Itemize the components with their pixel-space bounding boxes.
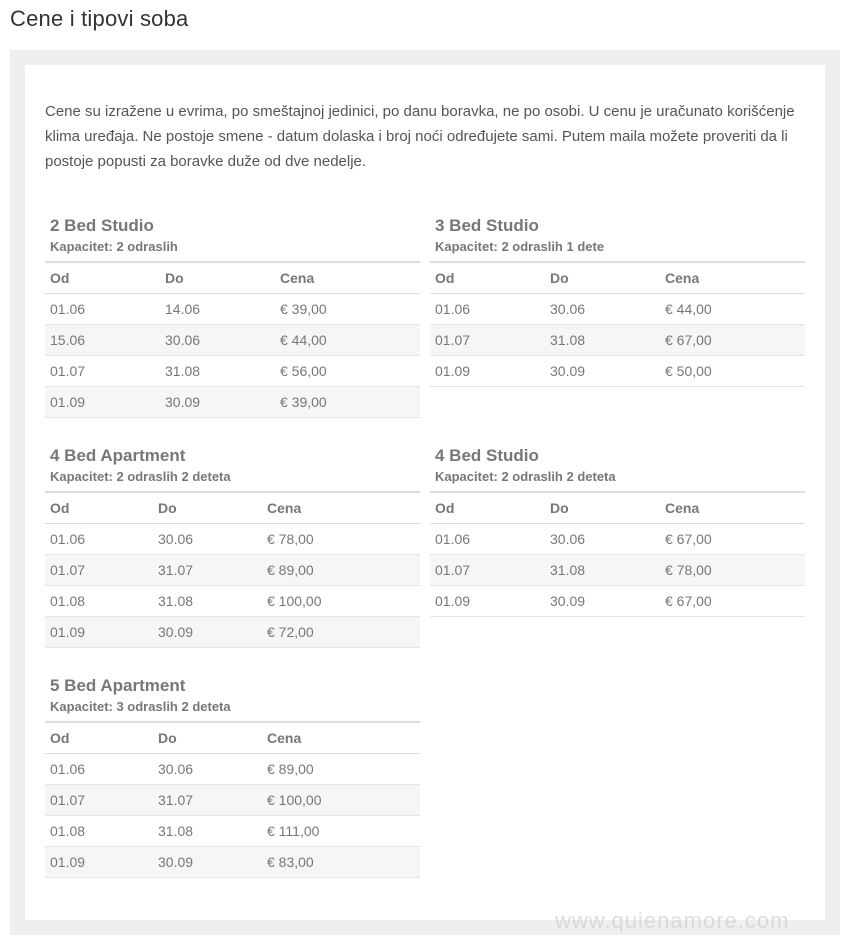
table-row (430, 294, 805, 325)
table-row (45, 754, 420, 785)
cell-do: 30.06 (160, 325, 275, 356)
cell-do: 30.06 (153, 754, 262, 785)
table-row (45, 325, 420, 356)
cell-od: 01.09 (430, 586, 545, 617)
cell-cena: € 78,00 (262, 524, 420, 555)
cell-cena: € 67,00 (660, 325, 805, 356)
cell-cena: € 67,00 (660, 524, 805, 555)
header-do: Do (545, 492, 660, 524)
room-title: 4 Bed Studio (435, 446, 539, 465)
cell-od: 01.08 (45, 586, 153, 617)
header-do: Do (545, 262, 660, 294)
table-row (45, 816, 420, 847)
header-cena: Cena (660, 492, 805, 524)
cell-do: 30.09 (545, 356, 660, 387)
cell-od: 01.06 (430, 524, 545, 555)
room-4-bed-studio (430, 445, 805, 617)
cell-od: 01.09 (430, 356, 545, 387)
cell-do: 30.09 (160, 387, 275, 418)
table-row (430, 586, 805, 617)
cell-cena: € 83,00 (262, 847, 420, 878)
content-panel (25, 65, 825, 920)
cell-do: 31.08 (545, 325, 660, 356)
room-title: 4 Bed Apartment (50, 446, 186, 465)
cell-do: 31.07 (153, 785, 262, 816)
price-table (45, 261, 420, 418)
price-table (430, 261, 805, 387)
table-row (430, 325, 805, 356)
price-table (430, 491, 805, 617)
cell-cena: € 39,00 (275, 387, 420, 418)
table-header-row (45, 262, 420, 294)
cell-od: 01.07 (430, 325, 545, 356)
room-capacity: Kapacitet: 3 odraslih 2 deteta (50, 699, 231, 714)
table-row (45, 294, 420, 325)
header-cena: Cena (262, 492, 420, 524)
table-header-row (430, 262, 805, 294)
cell-od: 15.06 (45, 325, 160, 356)
header-od: Od (45, 492, 153, 524)
intro-text: Cene su izražene u evrima, po smeštajnoj jedinici, po danu boravka, ne po osobi. U cenu je uračunato korišćenje klima uređaja. Ne postoje smene - datum dolaska i broj noći određujete sami. Putem maila možete proveriti da li postoje popusti za boravke duže od dve nedelje. (45, 103, 795, 170)
cell-cena: € 89,00 (262, 555, 420, 586)
cell-cena: € 67,00 (660, 586, 805, 617)
cell-cena: € 100,00 (262, 785, 420, 816)
table-row (45, 387, 420, 418)
table-row (45, 524, 420, 555)
cell-do: 30.06 (545, 294, 660, 325)
cell-do: 30.06 (153, 524, 262, 555)
table-row (430, 356, 805, 387)
room-4-bed-apartment (45, 445, 420, 648)
room-capacity: Kapacitet: 2 odraslih 1 dete (435, 239, 605, 254)
table-header-row (45, 722, 420, 754)
cell-do: 30.09 (545, 586, 660, 617)
table-header-row (45, 492, 420, 524)
cell-od: 01.07 (45, 785, 153, 816)
header-od: Od (45, 722, 153, 754)
table-row (45, 586, 420, 617)
cell-od: 01.06 (45, 754, 153, 785)
header-do: Do (153, 722, 262, 754)
cell-od: 01.07 (45, 555, 153, 586)
cell-do: 14.06 (160, 294, 275, 325)
cell-do: 31.08 (153, 586, 262, 617)
cell-od: 01.09 (45, 387, 160, 418)
cell-cena: € 50,00 (660, 356, 805, 387)
cell-do: 31.08 (160, 356, 275, 387)
header-cena: Cena (262, 722, 420, 754)
room-5-bed-apartment (45, 675, 420, 878)
table-row (45, 785, 420, 816)
cell-cena: € 111,00 (262, 816, 420, 847)
table-row (45, 555, 420, 586)
cell-od: 01.06 (45, 524, 153, 555)
cell-do: 31.07 (153, 555, 262, 586)
header-do: Do (160, 262, 275, 294)
table-header-row (430, 492, 805, 524)
cell-cena: € 100,00 (262, 586, 420, 617)
cell-cena: € 39,00 (275, 294, 420, 325)
cell-do: 30.09 (153, 847, 262, 878)
room-3-bed-studio (430, 215, 805, 387)
cell-od: 01.07 (430, 555, 545, 586)
header-od: Od (430, 262, 545, 294)
cell-do: 31.08 (153, 816, 262, 847)
cell-cena: € 72,00 (262, 617, 420, 648)
price-table (45, 721, 420, 878)
cell-cena: € 44,00 (275, 325, 420, 356)
cell-od: 01.09 (45, 847, 153, 878)
header-cena: Cena (660, 262, 805, 294)
cell-od: 01.06 (45, 294, 160, 325)
cell-od: 01.08 (45, 816, 153, 847)
room-capacity: Kapacitet: 2 odraslih 2 deteta (50, 469, 231, 484)
cell-do: 30.06 (545, 524, 660, 555)
room-2-bed-studio (45, 215, 420, 418)
room-title: 2 Bed Studio (50, 216, 154, 235)
cell-do: 30.09 (153, 617, 262, 648)
cell-od: 01.09 (45, 617, 153, 648)
header-do: Do (153, 492, 262, 524)
cell-od: 01.07 (45, 356, 160, 387)
table-row (45, 356, 420, 387)
room-capacity: Kapacitet: 2 odraslih 2 deteta (435, 469, 616, 484)
table-row (430, 524, 805, 555)
table-row (45, 617, 420, 648)
cell-do: 31.08 (545, 555, 660, 586)
header-cena: Cena (275, 262, 420, 294)
room-capacity: Kapacitet: 2 odraslih (50, 239, 178, 254)
cell-cena: € 78,00 (660, 555, 805, 586)
cell-od: 01.06 (430, 294, 545, 325)
room-title: 3 Bed Studio (435, 216, 539, 235)
content-frame (10, 50, 840, 935)
price-table (45, 491, 420, 648)
watermark: www.quienamore.com (555, 908, 790, 933)
room-title: 5 Bed Apartment (50, 676, 186, 695)
cell-cena: € 56,00 (275, 356, 420, 387)
header-od: Od (45, 262, 160, 294)
cell-cena: € 89,00 (262, 754, 420, 785)
table-row (430, 555, 805, 586)
table-row (45, 847, 420, 878)
header-od: Od (430, 492, 545, 524)
cell-cena: € 44,00 (660, 294, 805, 325)
page-title: Cene i tipovi soba (10, 6, 189, 31)
